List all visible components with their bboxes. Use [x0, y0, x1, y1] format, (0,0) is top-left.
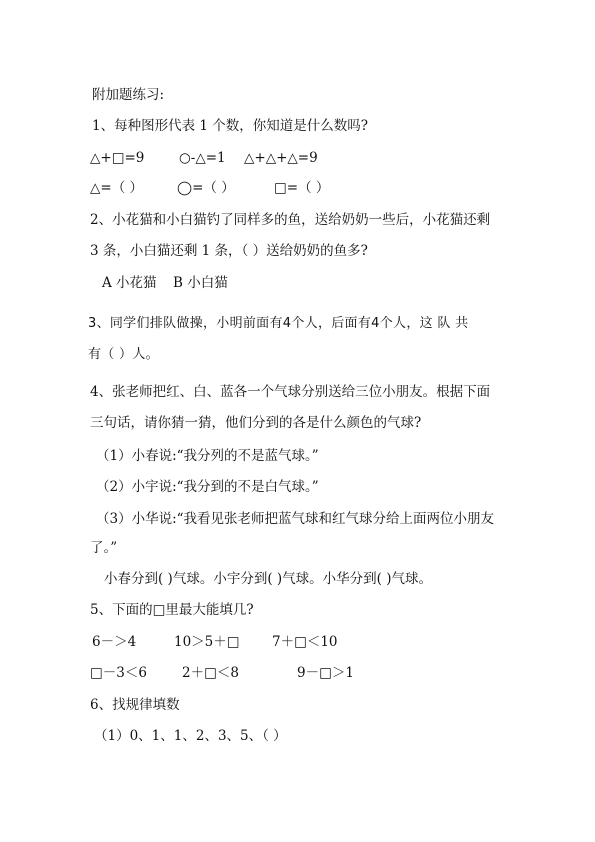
q5-row1-item-b: 10＞5＋□ [174, 634, 240, 650]
q5-row1-item-c: 7＋□＜10 [272, 634, 338, 650]
q4-line-2: 三句话，请你猜一猜，他们分到的各是什么颜色的气球? [90, 415, 422, 431]
q3-line-2: 有（ ）人。 [88, 347, 159, 362]
q1-equation-3: △+△+△=9 [244, 150, 318, 166]
q5-row2-item-c: 9－□＞1 [297, 665, 354, 681]
q1-answer-triangle: △=（ ） [90, 180, 143, 196]
q4-statement-2: （2）小宇说:“我分到的不是白气球。” [96, 479, 319, 495]
q1-equation-1: △+□=9 [90, 150, 145, 166]
q2-option-b: B 小白猫 [173, 275, 228, 291]
q4-statement-3b: 了。” [90, 540, 118, 556]
q3-line-1: 3、同学们排队做操，小明前面有4个人，后面有4个人，这 队 共 [88, 316, 469, 331]
q1-answer-square: □=（ ） [274, 180, 330, 196]
q6-sequence-1: （1）0、1、1、2、3、5、（ ） [94, 728, 287, 744]
q4-line-1: 4、张老师把红、白、蓝各一个气球分别送给三位小朋友。根据下面 [90, 384, 491, 400]
worksheet-title: 附加题练习: [92, 87, 165, 103]
q2-option-a: A 小花猫 [102, 275, 157, 291]
q5-row2-item-b: 2＋□＜8 [182, 665, 239, 681]
q5-prompt: 5、下面的□里最大能填几? [90, 602, 254, 618]
q4-answer-line: 小春分到( )气球。小宇分到( )气球。小华分到( )气球。 [104, 571, 432, 587]
q5-row1-item-a: 6－＞4 [92, 634, 137, 650]
q2-line-1: 2、小花猫和小白猫钓了同样多的鱼，送给奶奶一些后，小花猫还剩 [90, 212, 491, 228]
q5-row2-item-a: □－3＜6 [90, 665, 147, 681]
q2-line-2: 3 条，小白猫还剩 1 条，（ ）送给奶奶的鱼多? [90, 243, 368, 259]
q1-prompt: 1、每种图形代表 1 个数，你知道是什么数吗? [92, 118, 368, 134]
q4-statement-3a: （3）小华说:“我看见张老师把蓝气球和红气球分给上面两位小朋友 [96, 511, 495, 527]
q1-equation-2: ○-△=1 [179, 150, 226, 166]
q4-statement-1: （1）小春说:“我分列的不是蓝气球。” [96, 448, 319, 464]
q6-prompt: 6、找规律填数 [90, 697, 180, 713]
q1-answer-circle: ◯=（ ） [177, 180, 235, 196]
